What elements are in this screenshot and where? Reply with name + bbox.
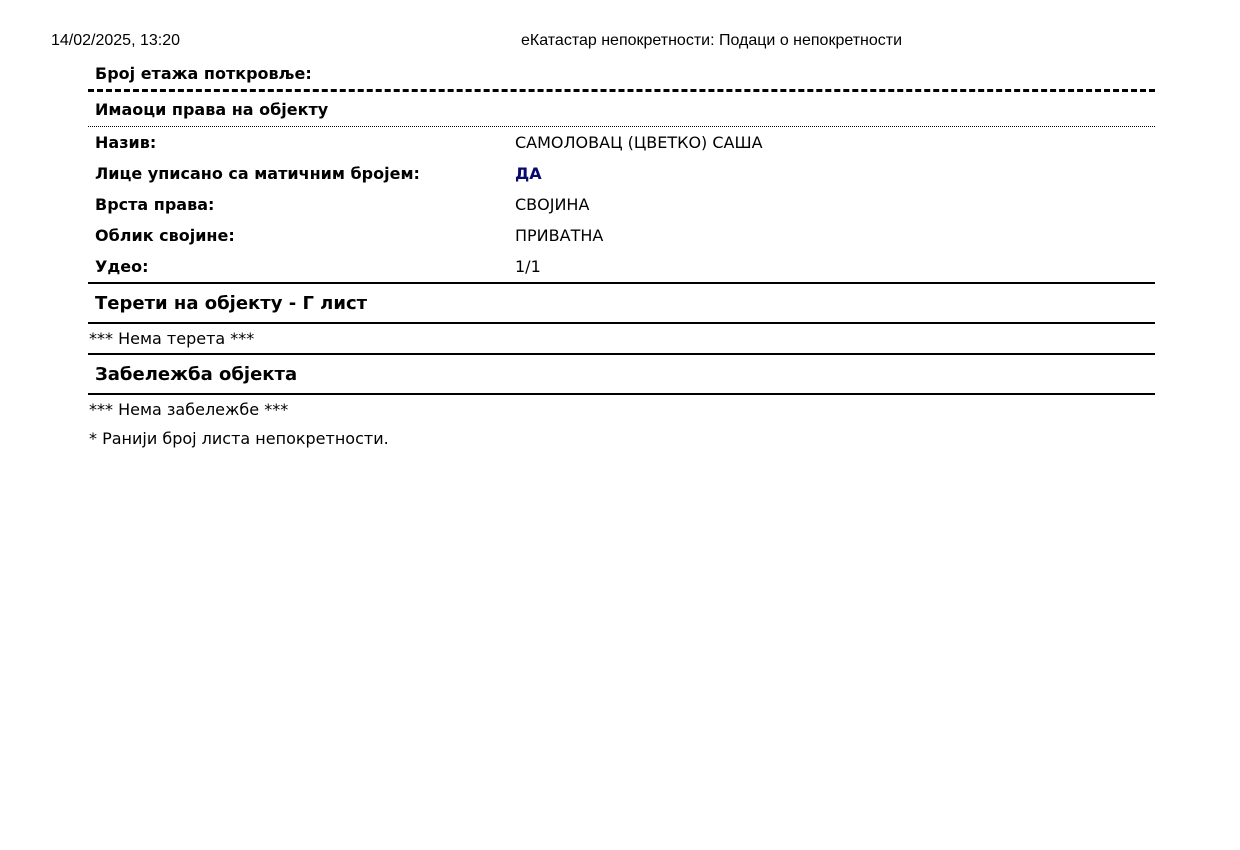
right-type-row [88,189,1155,220]
print-timestamp: 14/02/2025, 13:20 [51,32,181,49]
share-value: 1/1 [515,257,541,276]
remarks-note: *** Нема забележбе *** [89,400,289,419]
registered-id-row [88,158,1155,189]
property-details [88,58,1155,453]
registered-id-value: ДА [515,164,542,183]
owner-name-row [88,127,1155,158]
owner-name-value: САМОЛОВАЦ (ЦВЕТКО) САША [515,133,763,152]
attic-floors-row [88,58,1155,89]
footnote: * Ранији број листа непокретности. [89,429,389,448]
ownership-form-label: Облик својине: [95,226,235,245]
remarks-section-title: Забележба објекта [95,363,298,385]
burdens-note: *** Нема терета *** [89,329,255,348]
owner-name-label: Назив: [95,133,157,152]
attic-floors-label: Број етажа поткровље: [95,64,312,83]
ownership-form-value: ПРИВАТНА [515,226,604,245]
burdens-section-title: Терети на објекту - Г лист [95,292,368,314]
owners-section-title: Имаоци права на објекту [95,99,329,119]
share-row [88,251,1155,282]
registered-id-label: Лице уписано са матичним бројем: [95,164,420,183]
print-header [51,32,1201,52]
print-page-title: еКатастар непокретности: Подаци о непокретности [521,32,903,49]
right-type-value: СВОЈИНА [515,195,590,214]
share-label: Удео: [95,257,149,276]
right-type-label: Врста права: [95,195,215,214]
ownership-form-row [88,220,1155,251]
